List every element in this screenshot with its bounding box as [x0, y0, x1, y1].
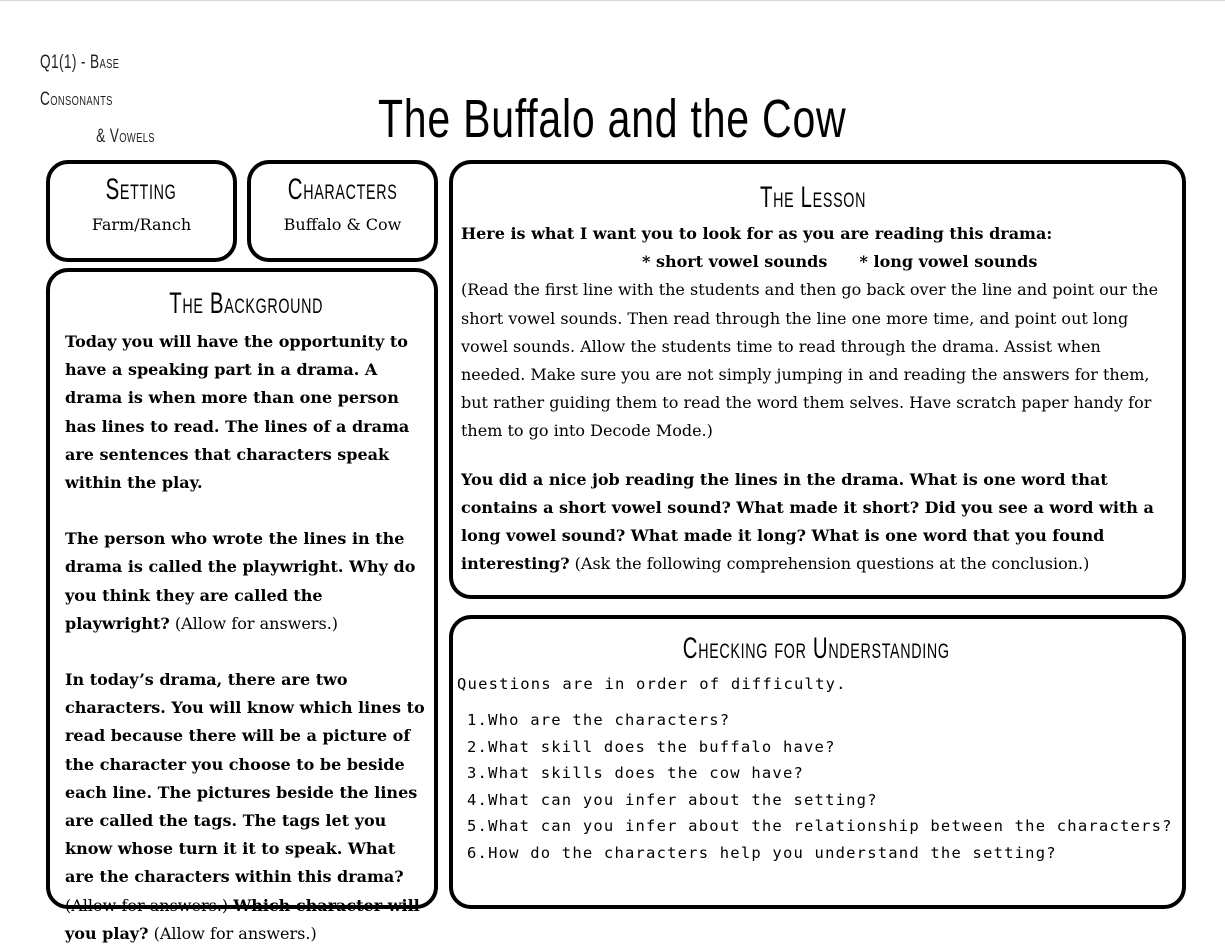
setting-value: Farm/Ranch: [91, 215, 192, 234]
background-paragraph-1: Today you will have the opportunity to have a speaking part in a drama. A drama is when more than one person has lines to read. The lines of a drama are sentences that characters speak within the play.: [65, 332, 410, 493]
question-item: 5.What can you infer about the relationship between the characters?: [467, 817, 1173, 836]
top-divider: [0, 0, 1225, 1]
lesson-heading: The Lesson: [760, 181, 867, 214]
background-paragraph-3-note2: (Allow for answers.): [148, 923, 317, 943]
page-title-text: The Buffalo and the Cow: [378, 89, 847, 149]
setting-box: [46, 160, 237, 262]
background-paragraph-3-question: Which character will you play?: [65, 895, 420, 943]
lesson-code-line1: Q1(1) - Base Consonants: [40, 52, 120, 110]
background-paragraph-2: The person who wrote the lines in the drama is called the playwright. Why do you think they are called the playwright?: [65, 529, 416, 633]
question-list: [457, 707, 1176, 867]
background-paragraph-3-note: (Allow for answers.): [65, 895, 234, 915]
question-item: 6.How do the characters help you understand the setting?: [467, 843, 1057, 862]
understanding-heading: Checking for Understanding: [683, 632, 950, 665]
understanding-box: [449, 615, 1186, 909]
lesson-instructions: (Read the first line with the students and then go back over the line and point our the short vowel sounds. Then read through the line one more time, and point out long vowel sounds. Allow the students time to read through the drama. Assist when needed. Make sure you are not simply jumping in and reading the answers for them, but rather guiding them to read the word them selves. Have scratch paper handy for them to go into Decode Mode.): [461, 280, 1159, 441]
lesson-bullet-short: * short vowel sounds: [642, 252, 828, 272]
characters-heading: Characters: [287, 173, 398, 206]
background-text: [65, 328, 428, 948]
question-item: 4.What can you infer about the setting?: [467, 790, 878, 809]
question-item: 3.What skills does the cow have?: [467, 764, 805, 783]
lesson-closing-questions: You did a nice job reading the lines in the drama. What is one word that contains a short vowel sound? What made it short? Did you see a word with a long vowel sound? What made it long? What is one word that you found interesting?: [461, 469, 1154, 574]
characters-value: Buffalo & Cow: [283, 215, 402, 234]
question-item: 2.What skill does the buffalo have?: [467, 737, 836, 756]
question-item: 1.Who are the characters?: [467, 711, 731, 729]
background-box: [46, 268, 438, 943]
page-title: [0, 84, 1225, 154]
lesson-intro: Here is what I want you to look for as you are reading this drama:: [461, 224, 1053, 243]
lesson-bullet-long: * long vowel sounds: [859, 252, 1038, 272]
background-paragraph-3: In today’s drama, there are two characters. You will know which lines to read because there will be a picture of the character you choose to be beside each line. The pictures beside the lines are called the tags. The tags let you know whose turn it it to speak. What are the characters within this drama?: [65, 670, 425, 887]
lesson-code-line2: & Vowels: [96, 126, 155, 147]
setting-heading: Setting: [106, 173, 177, 206]
background-heading: The Background: [169, 287, 324, 320]
background-paragraph-2-note: (Allow for answers.): [169, 613, 339, 633]
lesson-text: [461, 220, 1166, 578]
lesson-box: [449, 160, 1186, 599]
characters-box: [247, 160, 438, 262]
lesson-closing-note: (Ask the following comprehension questions at the conclusion.): [569, 554, 1090, 574]
understanding-note: Questions are in order of difficulty.: [457, 675, 847, 693]
